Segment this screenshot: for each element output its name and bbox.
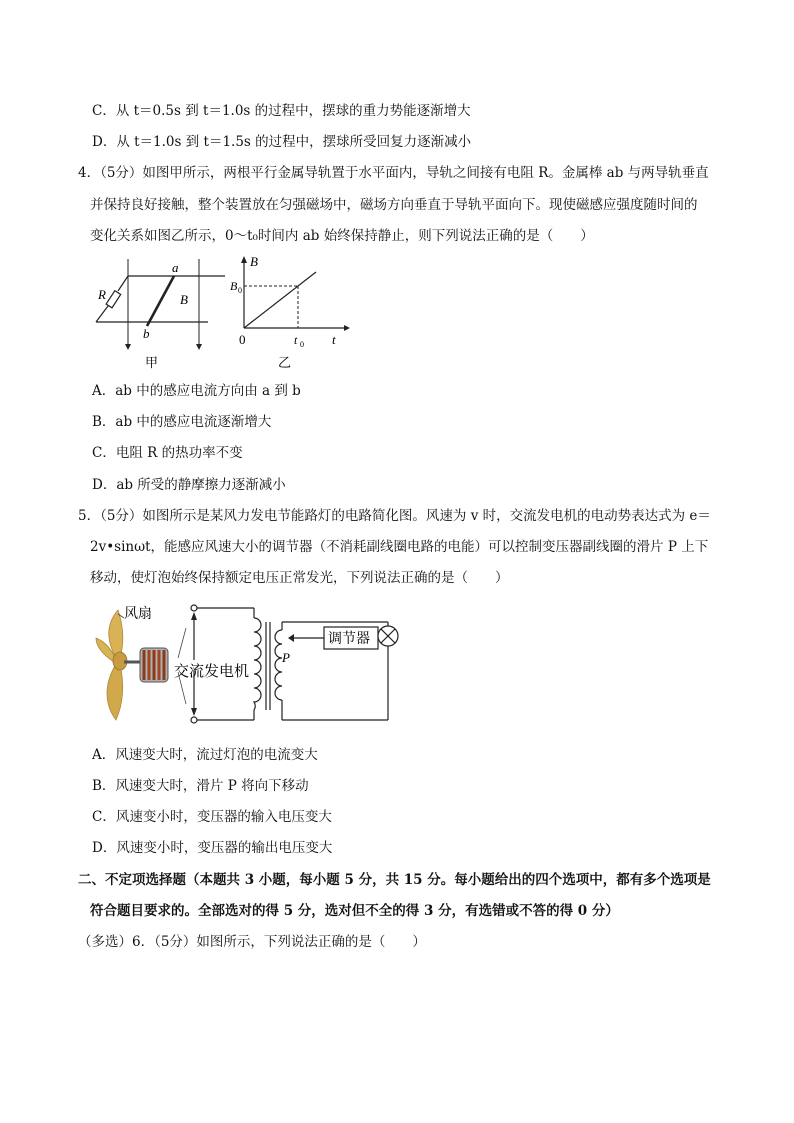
section2-heading-line-2: 符合题目要求的。全部选对的得 5 分，选对但不全的得 3 分，有选错或不答的得 0 分） <box>90 903 619 919</box>
fan-image <box>96 610 140 720</box>
q3-option-d: D．从 t＝1.0s 到 t＝1.5s 的过程中，摆球所受回复力逐渐减小 <box>92 134 472 150</box>
q5-circuit-figure <box>94 600 404 728</box>
q5-option-b: B．风速变大时，滑片 P 将向下移动 <box>92 778 309 794</box>
label-b0: B <box>230 279 238 293</box>
regulator-label: 调节器 <box>328 632 370 647</box>
q4-figure-yi <box>226 252 350 376</box>
section2-heading-line-1: 二、不定项选择题（本题共 3 小题，每小题 5 分，共 15 分。每小题给出的四个选项中，都有多个选项是 <box>78 872 711 888</box>
caption-jia: 甲 <box>145 355 159 370</box>
axis-label-t: t <box>332 332 336 347</box>
q4-option-b: B．ab 中的感应电流逐渐增大 <box>92 414 272 430</box>
q4-option-c: C．电阻 R 的热功率不变 <box>92 445 243 461</box>
origin-label: 0 <box>239 332 246 347</box>
q5-option-d: D．风速变小时，变压器的输出电压变大 <box>92 840 333 856</box>
fan-label: 风扇 <box>124 607 152 622</box>
q5-stem-line-2: 2v•sinωt，能感应风速大小的调节器（不消耗副线圈电路的电能）可以控制变压器副线圈的滑片 P 上下 <box>90 539 709 555</box>
label-t0: t <box>294 333 298 347</box>
q4-option-a: A．ab 中的感应电流方向由 a 到 b <box>92 383 301 399</box>
q5-option-a: A．风速变大时，流过灯泡的电流变大 <box>92 747 318 763</box>
q5-stem-line-1: 5．（5分）如图所示是某风力发电节能路灯的电路简化图。风速为 v 时，交流发电机的电动势表达式为 e＝ <box>78 508 711 524</box>
axis-label-b: B <box>250 254 258 269</box>
generator-label: 交流发电机 <box>174 664 250 680</box>
q5-stem-line-3: 移动，使灯泡始终保持额定电压正常发光，下列说法正确的是（ ） <box>90 570 509 586</box>
label-a: a <box>172 260 179 275</box>
generator-coil <box>140 648 168 682</box>
q4-figure-jia <box>88 254 234 374</box>
q4-option-d: D．ab 所受的静摩擦力逐渐减小 <box>92 477 286 493</box>
q4-stem-line-1: 4．（5分）如图甲所示，两根平行金属导轨置于水平面内，导轨之间接有电阻 R。金属棒 ab 与两导轨垂直 <box>78 165 709 181</box>
q5-option-c: C．风速变小时，变压器的输入电压变大 <box>92 809 332 825</box>
label-b: b <box>143 326 150 341</box>
label-r: R <box>98 287 106 302</box>
label-t0-sub: 0 <box>300 340 304 349</box>
q3-option-c: C．从 t＝0.5s 到 t＝1.0s 的过程中，摆球的重力势能逐渐增大 <box>92 103 471 119</box>
slider-label: P <box>282 650 290 665</box>
q4-stem-line-2: 并保持良好接触，整个装置放在匀强磁场中，磁场方向垂直于导轨平面向下。现使磁感应强度随时间的 <box>90 197 698 213</box>
label-field-b: B <box>180 292 188 307</box>
label-b0-sub: 0 <box>238 286 242 295</box>
caption-yi: 乙 <box>278 355 292 370</box>
q4-stem-line-3: 变化关系如图乙所示，0～t₀时间内 ab 始终保持静止，则下列说法正确的是（ ） <box>90 228 594 244</box>
q6-stem: （多选）6．（5分）如图所示，下列说法正确的是（ ） <box>78 934 426 950</box>
